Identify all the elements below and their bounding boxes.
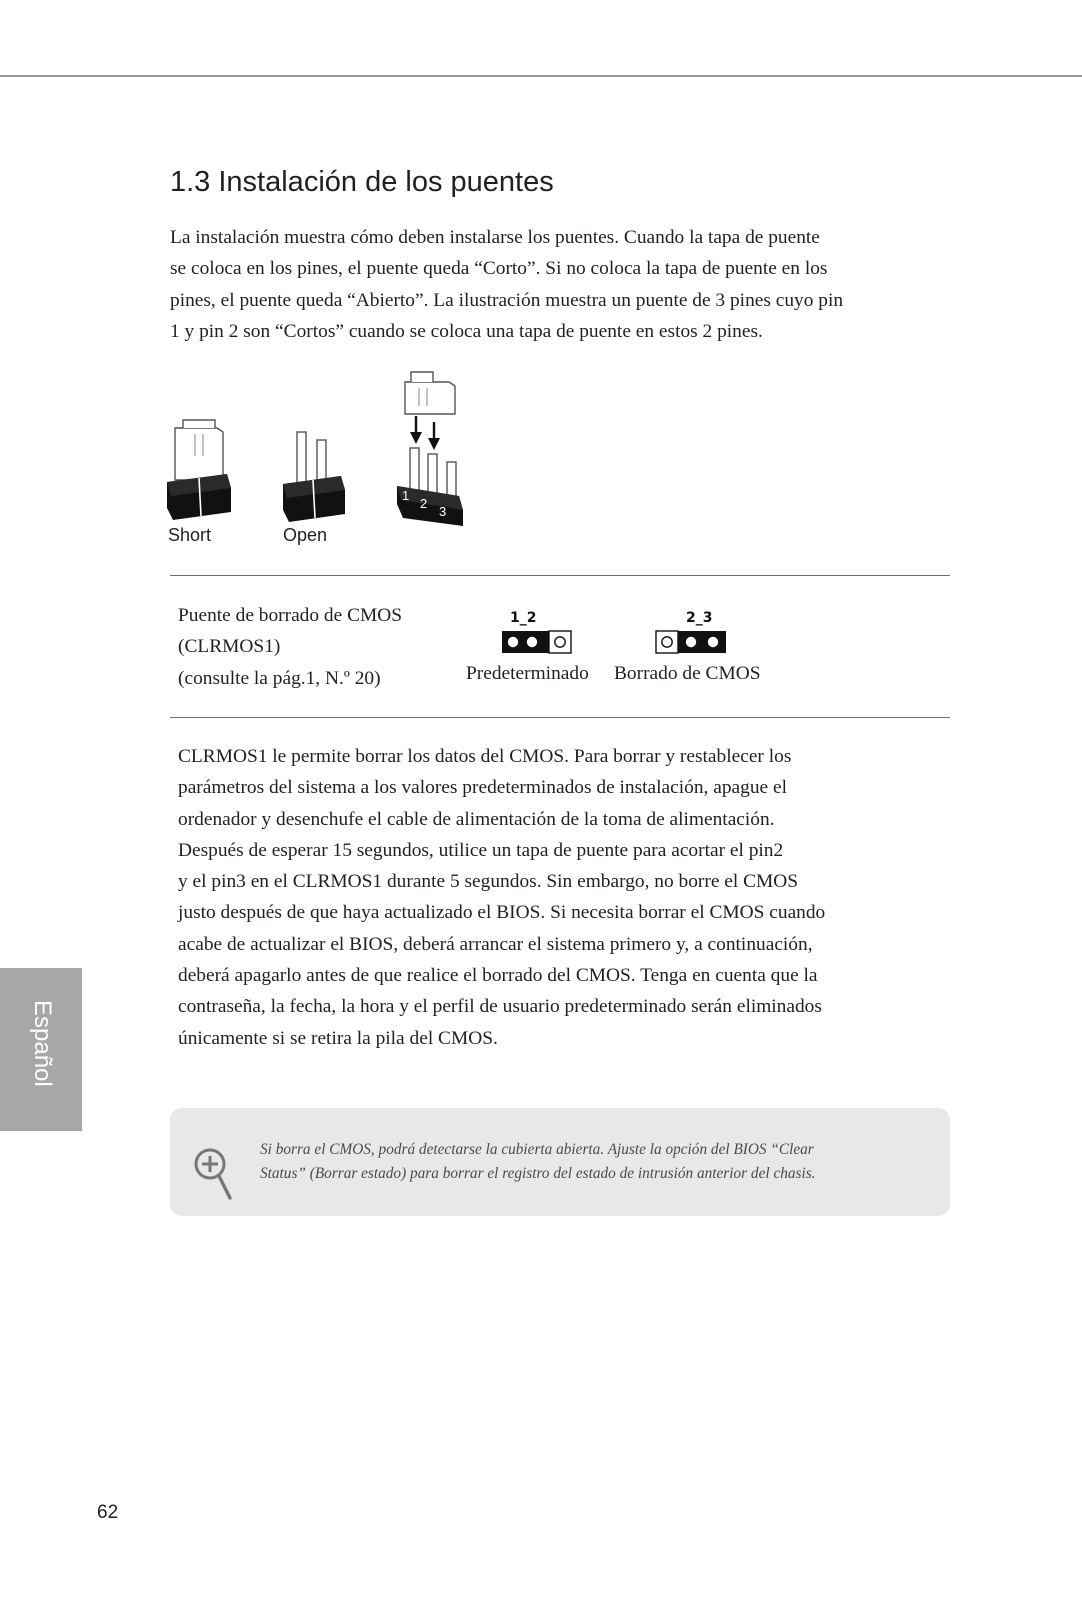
open-label: Open	[283, 525, 328, 545]
body-line: justo después de que haya actualizado el BIOS. Si necesita borrar el CMOS cuando	[178, 902, 826, 924]
body-line: CLRMOS1 le permite borrar los datos del CMOS. Para borrar y restablecer los	[178, 746, 792, 767]
intro-paragraph	[170, 222, 843, 347]
table-top-rule	[170, 575, 950, 576]
intro-line: 1 y pin 2 son “Cortos” cuando se coloca una tapa de puente en estos 2 pines.	[170, 320, 763, 342]
clear-pins-label: 2_3	[686, 610, 713, 626]
body-line: ordenador y desenchufe el cable de alimentación de la toma de alimentación.	[178, 808, 775, 830]
jumper-name-line: (CLRMOS1)	[178, 636, 281, 658]
clear-pins-diagram	[654, 606, 728, 656]
jumper-name-line: (consulte la pág.1, N.º 20)	[178, 667, 381, 689]
jumper-name-line: Puente de borrado de CMOS	[178, 605, 403, 626]
note-line: Si borra el CMOS, podrá detectarse la cubierta abierta. Ajuste la opción del BIOS “Clear	[260, 1141, 814, 1158]
body-line: parámetros del sistema a los valores predeterminados de instalación, apague el	[178, 777, 787, 799]
jumper-illustration	[165, 370, 485, 560]
note-line: Status” (Borrar estado) para borrar el registro del estado de intrusión anterior del chasis.	[260, 1164, 816, 1182]
body-line: únicamente si se retira la pila del CMOS.	[178, 1027, 498, 1049]
table-bottom-rule	[170, 717, 950, 718]
default-pins-diagram	[500, 606, 572, 656]
body-line: acabe de actualizar el BIOS, deberá arrancar el sistema primero y, a continuación,	[178, 933, 813, 955]
body-line: contraseña, la fecha, la hora y el perfil de usuario predeterminado serán eliminados	[178, 996, 822, 1018]
body-line: y el pin3 en el CLRMOS1 durante 5 segundos. Sin embargo, no borre el CMOS	[178, 871, 799, 893]
header-rule	[0, 75, 1082, 77]
clear-caption: Borrado de CMOS	[614, 663, 761, 684]
short-jumper	[167, 420, 231, 520]
pin-number-3: 3	[439, 504, 447, 519]
section-title: 1.3 Instalación de los puentes	[170, 166, 554, 198]
magnifier-plus-icon	[192, 1146, 236, 1202]
default-pins-label: 1_2	[510, 610, 537, 626]
short-label: Short	[168, 525, 212, 545]
pin-number-2: 2	[420, 496, 428, 511]
body-line: deberá apagarlo antes de que realice el borrado del CMOS. Tenga en cuenta que la	[178, 965, 818, 987]
note-text	[260, 1138, 816, 1185]
intro-line: pines, el puente queda “Abierto”. La ilustración muestra un puente de 3 pines cuyo pin	[170, 289, 844, 311]
body-paragraph	[178, 741, 825, 1054]
open-jumper	[283, 432, 345, 522]
jumper-name	[178, 600, 402, 694]
note-box	[170, 1108, 950, 1216]
intro-line: La instalación muestra cómo deben instalarse los puentes. Cuando la tapa de puente	[170, 227, 820, 248]
page-number: 62	[97, 1502, 119, 1523]
default-caption: Predeterminado	[466, 663, 589, 684]
intro-line: se coloca en los pines, el puente queda “Corto”. Si no coloca la tapa de puente en los	[170, 258, 828, 280]
pin-number-1: 1	[402, 488, 410, 503]
body-line: Después de esperar 15 segundos, utilice un tapa de puente para acortar el pin2	[178, 839, 784, 861]
language-tab-label: Español	[29, 1000, 56, 1087]
